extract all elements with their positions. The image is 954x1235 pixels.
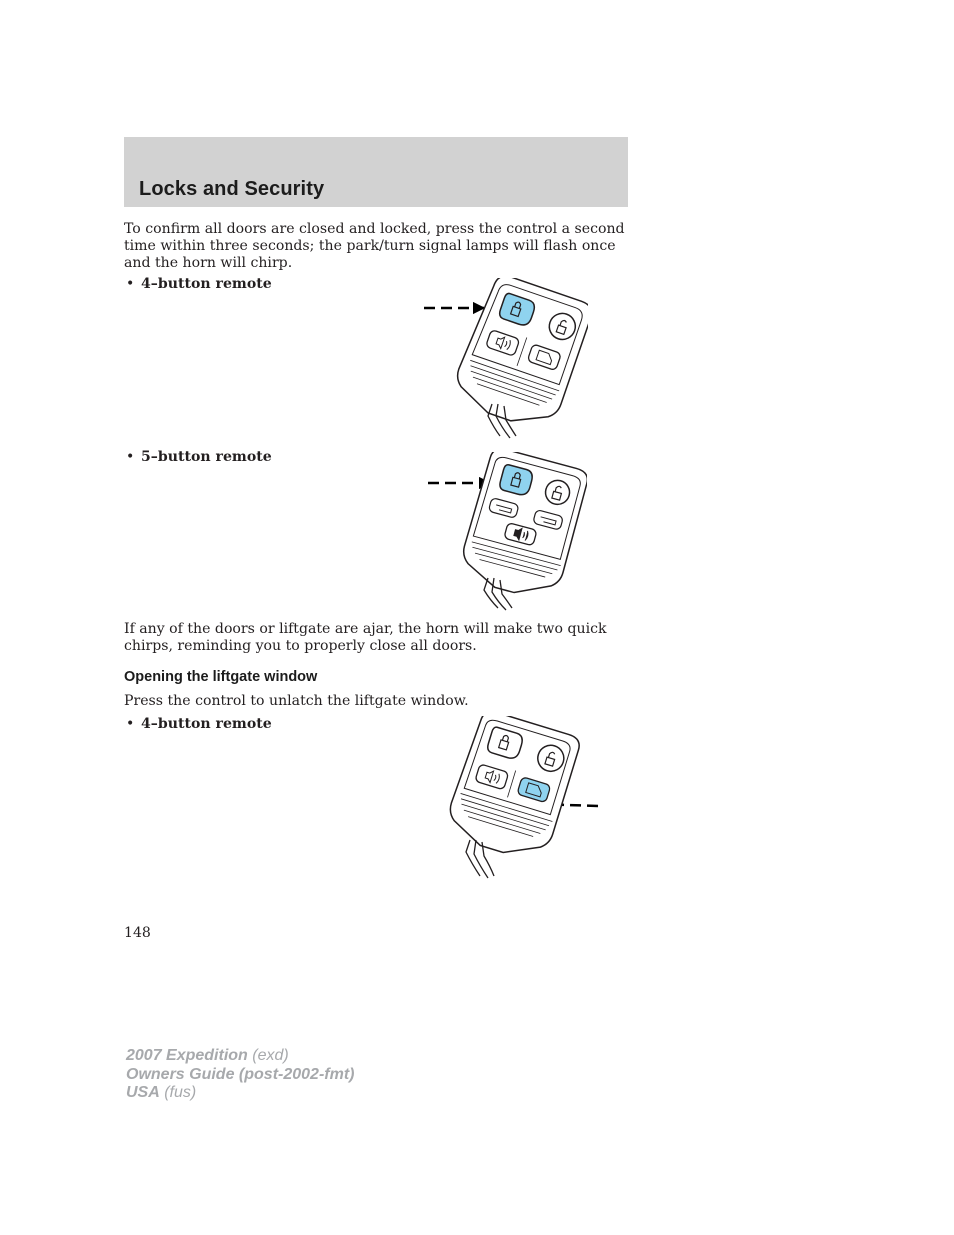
footer-line-1 (126, 1047, 354, 1066)
bullet-dot: • (126, 276, 135, 292)
footer-line-2: Owners Guide (post-2002-fmt) (126, 1065, 355, 1083)
header-band (124, 137, 628, 207)
section-title: Locks and Security (139, 178, 325, 200)
footer-line-3 (126, 1084, 354, 1103)
bullet-5-button-remote (126, 449, 272, 465)
remote-4-button-liftgate-illustration (430, 716, 605, 882)
liftgate-subheading: Opening the liftgate window (124, 669, 318, 685)
bullet-label: 4–button remote (141, 716, 272, 732)
bullet-label: 4–button remote (141, 276, 272, 292)
remote-5-button-lock-illustration (422, 452, 587, 612)
bullet-dot: • (126, 449, 135, 465)
bullet-label: 5–button remote (141, 449, 272, 465)
bullet-4-button-remote (126, 276, 272, 292)
footer-market-code: (fus) (159, 1084, 197, 1101)
liftgate-paragraph: Press the control to unlatch the liftgate window. (124, 693, 469, 709)
remote-4-button-lock-illustration (418, 278, 588, 443)
ajar-paragraph: If any of the doors or liftgate are ajar, the horn will make two quick chirps, reminding you to properly close all doors. (124, 621, 607, 654)
intro-paragraph: To confirm all doors are closed and locked, press the control a second time within three seconds; the park/turn signal lamps will flash once and the horn will chirp. (124, 221, 625, 271)
footer-model-code: (exd) (247, 1047, 289, 1064)
bullet-dot: • (126, 716, 135, 732)
document-footer (126, 1047, 354, 1103)
page-number: 148 (124, 925, 151, 941)
bullet-4-button-remote (126, 716, 272, 732)
footer-model: 2007 Expedition (126, 1047, 248, 1064)
footer-market: USA (126, 1084, 160, 1101)
